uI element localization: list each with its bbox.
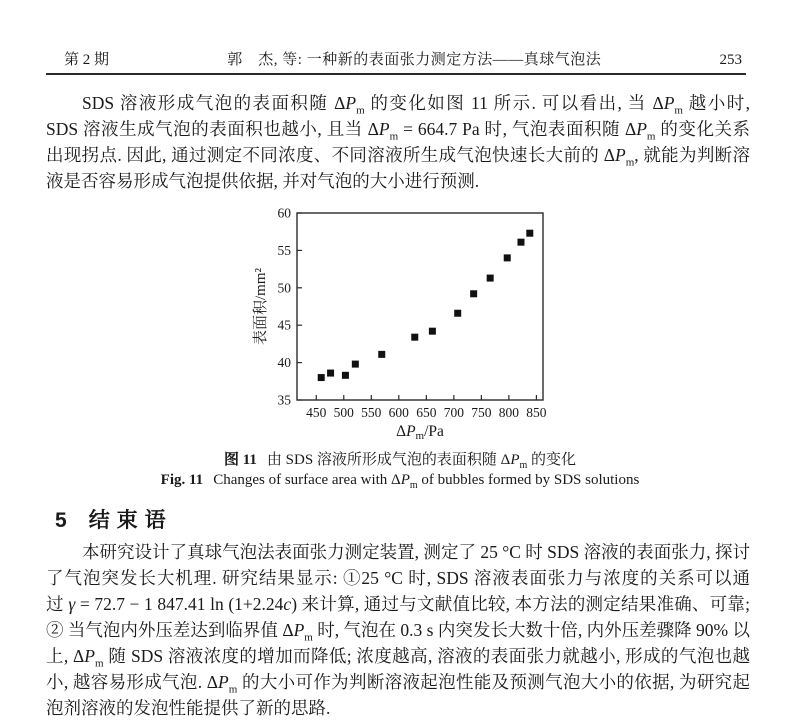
y-tick-label: 50 xyxy=(277,280,291,296)
data-point xyxy=(517,239,524,246)
y-tick-label: 55 xyxy=(277,242,291,258)
x-tick-label: 800 xyxy=(498,405,520,420)
x-tick-label: 850 xyxy=(526,405,547,420)
y-axis-label: 表面积/mm² xyxy=(253,268,269,345)
x-tick-label: 650 xyxy=(416,405,437,420)
y-tick-label: 45 xyxy=(277,317,291,333)
figure-caption-en-text: Changes of surface area with $\Delta P_m$ of bubbles formed by SDS solutions xyxy=(213,472,640,491)
paragraph-conclusion xyxy=(46,539,750,721)
data-point xyxy=(504,254,511,261)
paragraph-line: 小, 越容易形成气泡. $\Delta P_m$ 的大小可作为判断溶液起泡性能及预测气泡大小的依据, 为研究起 xyxy=(46,672,750,695)
section-heading xyxy=(55,504,173,534)
figure-caption-cn xyxy=(0,448,800,471)
x-tick-label: 450 xyxy=(306,405,327,420)
x-tick-label: 550 xyxy=(361,405,382,420)
data-point xyxy=(327,370,334,377)
data-point xyxy=(487,275,494,282)
data-point xyxy=(454,310,461,317)
figure-caption-cn-label: 图 11 xyxy=(223,452,257,468)
data-point xyxy=(429,328,436,335)
issue-label: 第 2 期 xyxy=(64,52,110,68)
x-tick-label: 600 xyxy=(388,405,409,420)
paragraph-line: 出现拐点. 因此, 通过测定不同浓度、不同溶液所生成气泡快速长大前的 $\Delta P_m$, 就能为判断溶 xyxy=(46,145,750,168)
y-tick-label: 60 xyxy=(277,205,291,221)
paragraph-line: 本研究设计了真球气泡法表面张力测定装置, 测定了 25 °C 时 SDS 溶液的表面张力, 探讨 xyxy=(82,542,750,562)
paragraph-line: 过 γ = 72.7 − 1 847.41 ln (1+2.24c) 来计算, 通过与文献值比较, 本方法的测定结果准确、可靠; xyxy=(46,594,750,614)
page-header xyxy=(46,47,746,75)
y-tick-label: 35 xyxy=(277,392,291,408)
paragraph-line: 了气泡突发长大机理. 研究结果显示: ①25 °C 时, SDS 溶液表面张力与浓度的关系可以通 xyxy=(46,568,750,588)
data-point xyxy=(526,230,533,237)
running-title: 郭 杰, 等: 一种新的表面张力测定方法——真球气泡法 xyxy=(227,52,602,68)
x-tick-label: 750 xyxy=(471,405,492,420)
scatter-plot-svg xyxy=(250,205,570,440)
paragraph-line: 泡剂溶液的发泡性能提供了新的思路. xyxy=(46,698,331,718)
data-point xyxy=(378,351,385,358)
section-number: 5 xyxy=(55,509,67,532)
paragraph-line: SDS 溶液形成气泡的表面积随 $\Delta P_m$ 的变化如图 11 所示. 可以看出, 当 $\Delta P_m$ 越小时, xyxy=(82,93,750,116)
data-point xyxy=(318,374,325,381)
x-axis-label: ΔPm/Pa xyxy=(396,423,444,440)
data-point xyxy=(470,290,477,297)
figure-chart xyxy=(250,205,570,440)
y-tick-label: 40 xyxy=(277,355,291,371)
figure-caption-cn-text: 由 SDS 溶液所形成气泡的表面积随 $\Delta P_m$ 的变化 xyxy=(266,452,577,471)
paragraph-line: 上, $\Delta P_m$ 随 SDS 溶液浓度的增加而降低; 浓度越高, 溶液的表面张力就越小, 形成的气泡也越 xyxy=(46,646,750,669)
data-point xyxy=(342,372,349,379)
paragraph-intro xyxy=(46,90,750,194)
paragraph-line: 液是否容易形成气泡提供依据, 并对气泡的大小进行预测. xyxy=(46,171,480,191)
paragraph-line: SDS 溶液生成气泡的表面积也越小, 且当 $\Delta P_m = 664.7$ Pa 时, 气泡表面积随 $\Delta P_m$ 的变化关系 xyxy=(46,119,750,142)
figure-caption-en xyxy=(0,472,800,491)
page-number: 253 xyxy=(719,52,742,68)
data-point xyxy=(411,334,418,341)
x-tick-label: 500 xyxy=(333,405,354,420)
data-point xyxy=(352,361,359,368)
section-title: 结束语 xyxy=(88,509,173,532)
figure-caption-en-label: Fig. 11 xyxy=(160,472,204,488)
x-tick-label: 700 xyxy=(443,405,464,420)
paragraph-line: ② 当气泡内外压差达到临界值 $\Delta P_m$ 时, 气泡在 0.3 s 内突发长大数十倍, 内外压差骤降 90% 以 xyxy=(46,620,750,643)
